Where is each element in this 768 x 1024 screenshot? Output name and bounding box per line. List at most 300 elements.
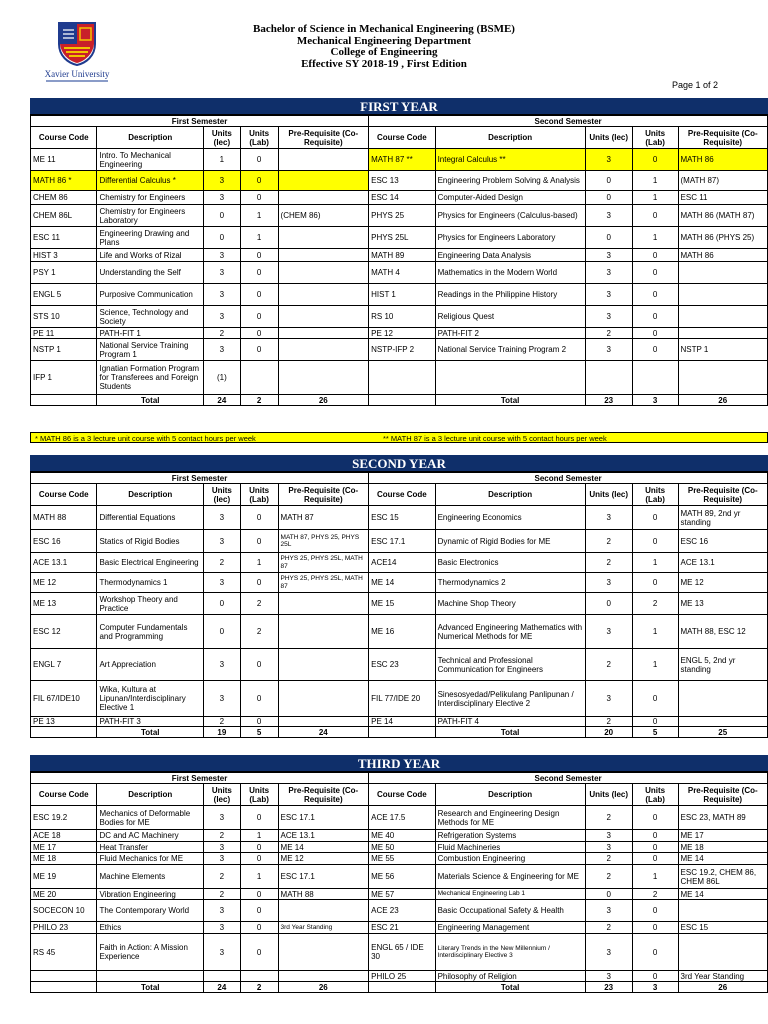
first-col-course-code: Course Code bbox=[31, 784, 97, 806]
second-sem-units-lab: 0 bbox=[632, 262, 678, 284]
university-logo bbox=[34, 22, 120, 90]
second-sem-units-lec: 3 bbox=[585, 306, 632, 328]
second-sem-units-lec: 2 bbox=[585, 922, 632, 934]
first-col-units-lec: Units (lec) bbox=[204, 484, 241, 506]
first-sem-prerequisite bbox=[278, 284, 369, 306]
first-sem-prerequisite bbox=[278, 306, 369, 328]
second-sem-course-description: Refrigeration Systems bbox=[435, 830, 585, 842]
first-col-prerequisite: Pre-Requisite (Co-Requisite) bbox=[278, 784, 369, 806]
first-sem-total-spacer bbox=[31, 727, 97, 738]
first-sem-course-code: SOCECON 10 bbox=[31, 900, 97, 922]
first-sem-units-lab: 0 bbox=[240, 191, 278, 205]
second-col-description: Description bbox=[435, 784, 585, 806]
first-sem-prerequisite: ESC 17.1 bbox=[278, 865, 369, 889]
first-sem-units-lab: 0 bbox=[240, 649, 278, 681]
first-sem-units-lab bbox=[240, 361, 278, 395]
first-sem-units-lab: 0 bbox=[240, 328, 278, 339]
college-title: College of Engineering bbox=[330, 46, 438, 58]
totals-row bbox=[31, 395, 768, 406]
second-col-course-code: Course Code bbox=[369, 784, 435, 806]
effectivity-title: Effective SY 2018-19 , First Edition bbox=[301, 57, 467, 70]
program-title: Bachelor of Science in Mechanical Engineering (BSME) bbox=[253, 23, 515, 35]
second-semester-label: Second Semester bbox=[369, 773, 768, 784]
course-row bbox=[31, 306, 768, 328]
second-sem-units-lec: 3 bbox=[585, 339, 632, 361]
second-sem-prerequisite: MATH 86 (PHYS 25) bbox=[678, 227, 767, 249]
second-col-units-lec: Units (lec) bbox=[585, 784, 632, 806]
document-title bbox=[170, 24, 598, 70]
first-col-description: Description bbox=[97, 784, 204, 806]
second-sem-course-code: NSTP-IFP 2 bbox=[369, 339, 435, 361]
first-sem-course-code: STS 10 bbox=[31, 306, 97, 328]
course-row bbox=[31, 615, 768, 649]
second-sem-course-code: ESC 23 bbox=[369, 649, 435, 681]
first-sem-prerequisite: (CHEM 86) bbox=[278, 205, 369, 227]
first-sem-course-description bbox=[97, 971, 204, 982]
second-sem-total-spacer bbox=[369, 727, 435, 738]
totals-row bbox=[31, 982, 768, 993]
first-semester-label: First Semester bbox=[31, 773, 369, 784]
course-row bbox=[31, 681, 768, 717]
second-sem-course-code: ACE 23 bbox=[369, 900, 435, 922]
first-sem-course-code: ENGL 5 bbox=[31, 284, 97, 306]
second-sem-total-lec: 23 bbox=[585, 982, 632, 993]
second-sem-units-lab: 0 bbox=[632, 506, 678, 530]
second-sem-units-lec: 3 bbox=[585, 681, 632, 717]
first-sem-prerequisite: ESC 17.1 bbox=[278, 806, 369, 830]
first-sem-units-lab: 2 bbox=[240, 615, 278, 649]
second-sem-total-spacer bbox=[369, 395, 435, 406]
first-sem-course-code: ACE 18 bbox=[31, 830, 97, 842]
first-sem-course-description: Mechanics of Deformable Bodies for ME bbox=[97, 806, 204, 830]
second-sem-course-code: ENGL 65 / IDE 30 bbox=[369, 934, 435, 971]
course-row bbox=[31, 262, 768, 284]
first-sem-units-lab: 0 bbox=[240, 249, 278, 262]
first-sem-prerequisite bbox=[278, 249, 369, 262]
first-sem-course-description: Heat Transfer bbox=[97, 842, 204, 853]
second-sem-total-label: Total bbox=[435, 395, 585, 406]
second-sem-units-lab: 1 bbox=[632, 649, 678, 681]
second-sem-total-label: Total bbox=[435, 982, 585, 993]
course-row bbox=[31, 339, 768, 361]
second-col-units-lab: Units (Lab) bbox=[632, 127, 678, 149]
first-sem-total-label: Total bbox=[97, 982, 204, 993]
first-sem-units-lec: 3 bbox=[204, 922, 241, 934]
second-sem-units-lec: 0 bbox=[585, 227, 632, 249]
first-semester-label: First Semester bbox=[31, 473, 369, 484]
second-sem-prerequisite: ENGL 5, 2nd yr standing bbox=[678, 649, 767, 681]
first-sem-course-code: CHEM 86 bbox=[31, 191, 97, 205]
second-sem-units-lec: 3 bbox=[585, 573, 632, 593]
second-sem-prerequisite: ESC 15 bbox=[678, 922, 767, 934]
course-row bbox=[31, 853, 768, 865]
first-sem-prerequisite bbox=[278, 171, 369, 191]
second-sem-course-code: ME 15 bbox=[369, 593, 435, 615]
first-sem-course-description: Basic Electrical Engineering bbox=[97, 553, 204, 573]
course-row bbox=[31, 649, 768, 681]
first-sem-course-description: PATH-FIT 1 bbox=[97, 328, 204, 339]
first-sem-course-description: Understanding the Self bbox=[97, 262, 204, 284]
first-sem-course-code: ME 11 bbox=[31, 149, 97, 171]
first-sem-total-lab: 5 bbox=[240, 727, 278, 738]
semester-header-row bbox=[31, 116, 768, 127]
second-sem-course-description: Fluid Machineries bbox=[435, 842, 585, 853]
course-row bbox=[31, 865, 768, 889]
second-sem-units-lab: 1 bbox=[632, 553, 678, 573]
first-sem-course-code bbox=[31, 971, 97, 982]
second-sem-units-lec: 0 bbox=[585, 171, 632, 191]
first-sem-units-lec: 2 bbox=[204, 865, 241, 889]
second-sem-course-code: ME 14 bbox=[369, 573, 435, 593]
first-sem-total-lec: 19 bbox=[204, 727, 241, 738]
second-sem-prerequisite bbox=[678, 306, 767, 328]
second-sem-units-lab: 2 bbox=[632, 889, 678, 900]
first-sem-course-code: ME 17 bbox=[31, 842, 97, 853]
second-sem-course-description: Readings in the Philippine History bbox=[435, 284, 585, 306]
second-sem-units-lab: 0 bbox=[632, 806, 678, 830]
second-sem-units-lab: 0 bbox=[632, 328, 678, 339]
first-sem-course-code: MATH 86 * bbox=[31, 171, 97, 191]
first-sem-units-lec: 0 bbox=[204, 615, 241, 649]
second-sem-units-lec: 3 bbox=[585, 249, 632, 262]
first-sem-prerequisite: MATH 88 bbox=[278, 889, 369, 900]
second-sem-course-description: Philosophy of Religion bbox=[435, 971, 585, 982]
second-sem-total-label: Total bbox=[435, 727, 585, 738]
second-sem-course-code: ME 50 bbox=[369, 842, 435, 853]
second-sem-prerequisite bbox=[678, 900, 767, 922]
first-sem-units-lec: 2 bbox=[204, 328, 241, 339]
second-sem-units-lab: 1 bbox=[632, 171, 678, 191]
first-col-units-lab: Units (Lab) bbox=[240, 784, 278, 806]
second-sem-units-lab: 0 bbox=[632, 284, 678, 306]
second-col-course-code: Course Code bbox=[369, 484, 435, 506]
first-semester-label: First Semester bbox=[31, 116, 369, 127]
first-sem-prerequisite bbox=[278, 227, 369, 249]
course-row bbox=[31, 149, 768, 171]
second-sem-course-description: Religious Quest bbox=[435, 306, 585, 328]
first-sem-course-code: ME 19 bbox=[31, 865, 97, 889]
second-sem-course-description: Research and Engineering Design Methods for ME bbox=[435, 806, 585, 830]
course-table-third-year bbox=[30, 772, 768, 993]
second-sem-units-lec: 3 bbox=[585, 900, 632, 922]
second-sem-course-description: PATH-FIT 2 bbox=[435, 328, 585, 339]
second-sem-units-lec bbox=[585, 361, 632, 395]
first-sem-prerequisite bbox=[278, 191, 369, 205]
second-col-description: Description bbox=[435, 127, 585, 149]
first-col-prerequisite: Pre-Requisite (Co-Requisite) bbox=[278, 127, 369, 149]
first-sem-course-description: Ethics bbox=[97, 922, 204, 934]
course-row bbox=[31, 900, 768, 922]
first-sem-course-code: PE 11 bbox=[31, 328, 97, 339]
first-sem-units-lec: 3 bbox=[204, 649, 241, 681]
second-col-units-lec: Units (lec) bbox=[585, 484, 632, 506]
second-sem-prerequisite bbox=[678, 681, 767, 717]
second-sem-units-lab: 0 bbox=[632, 149, 678, 171]
first-sem-prerequisite: PHYS 25, PHYS 25L, MATH 87 bbox=[278, 553, 369, 573]
first-sem-course-description: Thermodynamics 1 bbox=[97, 573, 204, 593]
second-sem-units-lab: 0 bbox=[632, 306, 678, 328]
first-sem-course-code: RS 45 bbox=[31, 934, 97, 971]
second-sem-course-description: Machine Shop Theory bbox=[435, 593, 585, 615]
second-sem-units-lec: 2 bbox=[585, 717, 632, 727]
first-sem-total-lab: 2 bbox=[240, 982, 278, 993]
second-sem-total-units: 25 bbox=[678, 727, 767, 738]
first-sem-total-label: Total bbox=[97, 727, 204, 738]
first-sem-units-lab: 0 bbox=[240, 262, 278, 284]
second-sem-prerequisite bbox=[678, 934, 767, 971]
course-row bbox=[31, 191, 768, 205]
first-sem-course-description: Science, Technology and Society bbox=[97, 306, 204, 328]
second-col-units-lab: Units (Lab) bbox=[632, 784, 678, 806]
second-sem-course-code: PHYS 25L bbox=[369, 227, 435, 249]
first-sem-course-description: The Contemporary World bbox=[97, 900, 204, 922]
first-sem-course-code: MATH 88 bbox=[31, 506, 97, 530]
first-sem-prerequisite bbox=[278, 328, 369, 339]
first-sem-course-description: Statics of Rigid Bodies bbox=[97, 530, 204, 553]
first-sem-units-lab: 0 bbox=[240, 934, 278, 971]
year-header-second-year: SECOND YEAR bbox=[30, 455, 768, 472]
second-sem-course-code: PE 12 bbox=[369, 328, 435, 339]
first-sem-course-description: National Service Training Program 1 bbox=[97, 339, 204, 361]
course-row bbox=[31, 171, 768, 191]
second-sem-units-lec: 3 bbox=[585, 149, 632, 171]
first-sem-prerequisite: ME 14 bbox=[278, 842, 369, 853]
first-sem-course-code: CHEM 86L bbox=[31, 205, 97, 227]
footnotes bbox=[30, 432, 768, 443]
column-header-row bbox=[31, 484, 768, 506]
second-sem-total-units: 26 bbox=[678, 982, 767, 993]
second-sem-prerequisite bbox=[678, 284, 767, 306]
first-sem-units-lab: 0 bbox=[240, 506, 278, 530]
first-sem-course-code: PSY 1 bbox=[31, 262, 97, 284]
second-sem-course-description: Dynamic of Rigid Bodies for ME bbox=[435, 530, 585, 553]
first-sem-prerequisite bbox=[278, 681, 369, 717]
first-sem-course-code: FIL 67/IDE10 bbox=[31, 681, 97, 717]
second-sem-total-lab: 3 bbox=[632, 395, 678, 406]
second-sem-total-lec: 20 bbox=[585, 727, 632, 738]
first-sem-units-lec: 3 bbox=[204, 249, 241, 262]
first-sem-course-description: Engineering Drawing and Plans bbox=[97, 227, 204, 249]
first-sem-units-lec: 0 bbox=[204, 593, 241, 615]
first-sem-units-lab: 0 bbox=[240, 853, 278, 865]
first-sem-units-lab: 0 bbox=[240, 306, 278, 328]
course-row bbox=[31, 922, 768, 934]
second-sem-prerequisite bbox=[678, 717, 767, 727]
second-sem-units-lab: 0 bbox=[632, 573, 678, 593]
first-sem-units-lab: 2 bbox=[240, 593, 278, 615]
first-sem-units-lab: 0 bbox=[240, 530, 278, 553]
first-sem-units-lab: 0 bbox=[240, 806, 278, 830]
first-sem-course-code: PE 13 bbox=[31, 717, 97, 727]
second-sem-units-lec: 2 bbox=[585, 806, 632, 830]
second-col-prerequisite: Pre-Requisite (Co-Requisite) bbox=[678, 484, 767, 506]
first-sem-units-lab: 1 bbox=[240, 865, 278, 889]
first-sem-course-code: ENGL 7 bbox=[31, 649, 97, 681]
first-sem-total-units: 24 bbox=[278, 727, 369, 738]
second-sem-total-lab: 3 bbox=[632, 982, 678, 993]
first-sem-units-lec: 2 bbox=[204, 889, 241, 900]
second-semester-label: Second Semester bbox=[369, 116, 768, 127]
second-sem-units-lec: 2 bbox=[585, 865, 632, 889]
first-sem-course-code: ME 20 bbox=[31, 889, 97, 900]
second-sem-units-lab: 0 bbox=[632, 922, 678, 934]
first-sem-course-description: Differential Equations bbox=[97, 506, 204, 530]
second-sem-units-lec: 2 bbox=[585, 649, 632, 681]
second-sem-course-description: PATH-FIT 4 bbox=[435, 717, 585, 727]
first-col-description: Description bbox=[97, 484, 204, 506]
first-sem-course-code: ESC 11 bbox=[31, 227, 97, 249]
course-row bbox=[31, 530, 768, 553]
first-sem-units-lec: 1 bbox=[204, 149, 241, 171]
second-sem-course-description: National Service Training Program 2 bbox=[435, 339, 585, 361]
year-header-third-year: THIRD YEAR bbox=[30, 755, 768, 772]
second-sem-course-code: ESC 15 bbox=[369, 506, 435, 530]
first-sem-course-code: NSTP 1 bbox=[31, 339, 97, 361]
second-sem-units-lab: 0 bbox=[632, 717, 678, 727]
first-sem-course-code: ME 18 bbox=[31, 853, 97, 865]
second-sem-units-lec: 0 bbox=[585, 191, 632, 205]
first-sem-units-lab: 0 bbox=[240, 842, 278, 853]
second-sem-units-lec: 0 bbox=[585, 593, 632, 615]
first-col-description: Description bbox=[97, 127, 204, 149]
first-sem-units-lec: 2 bbox=[204, 830, 241, 842]
first-sem-prerequisite: MATH 87, PHYS 25, PHYS 25L bbox=[278, 530, 369, 553]
second-sem-course-code bbox=[369, 361, 435, 395]
first-col-prerequisite: Pre-Requisite (Co-Requisite) bbox=[278, 484, 369, 506]
second-sem-course-description: Basic Electronics bbox=[435, 553, 585, 573]
course-row bbox=[31, 249, 768, 262]
course-row bbox=[31, 361, 768, 395]
second-sem-course-description: Engineering Problem Solving & Analysis bbox=[435, 171, 585, 191]
first-col-units-lab: Units (Lab) bbox=[240, 484, 278, 506]
first-sem-units-lab: 0 bbox=[240, 922, 278, 934]
course-row bbox=[31, 889, 768, 900]
second-sem-prerequisite: MATH 88, ESC 12 bbox=[678, 615, 767, 649]
first-sem-prerequisite bbox=[278, 593, 369, 615]
second-sem-course-description: Engineering Management bbox=[435, 922, 585, 934]
first-sem-units-lab: 0 bbox=[240, 900, 278, 922]
second-sem-total-lec: 23 bbox=[585, 395, 632, 406]
first-sem-units-lec: 3 bbox=[204, 900, 241, 922]
first-sem-units-lec: 3 bbox=[204, 284, 241, 306]
second-sem-course-code: PE 14 bbox=[369, 717, 435, 727]
second-sem-prerequisite: ESC 11 bbox=[678, 191, 767, 205]
second-sem-units-lec: 3 bbox=[585, 971, 632, 982]
first-sem-prerequisite bbox=[278, 262, 369, 284]
second-sem-course-description: Materials Science & Engineering for ME bbox=[435, 865, 585, 889]
first-sem-units-lec: 3 bbox=[204, 806, 241, 830]
second-sem-units-lab: 2 bbox=[632, 593, 678, 615]
second-sem-units-lec: 3 bbox=[585, 284, 632, 306]
first-sem-course-description: Art Appreciation bbox=[97, 649, 204, 681]
first-sem-prerequisite bbox=[278, 717, 369, 727]
first-sem-units-lab: 0 bbox=[240, 717, 278, 727]
second-sem-units-lec: 0 bbox=[585, 889, 632, 900]
first-sem-course-description: Life and Works of Rizal bbox=[97, 249, 204, 262]
second-sem-course-description: Computer-Aided Design bbox=[435, 191, 585, 205]
second-sem-units-lec: 2 bbox=[585, 530, 632, 553]
second-sem-course-description: Physics for Engineers Laboratory bbox=[435, 227, 585, 249]
second-sem-prerequisite: ESC 16 bbox=[678, 530, 767, 553]
first-sem-course-description: Computer Fundamentals and Programming bbox=[97, 615, 204, 649]
first-col-units-lec: Units (lec) bbox=[204, 784, 241, 806]
second-sem-units-lec: 3 bbox=[585, 934, 632, 971]
first-sem-prerequisite bbox=[278, 971, 369, 982]
second-col-description: Description bbox=[435, 484, 585, 506]
course-row bbox=[31, 205, 768, 227]
second-sem-units-lab: 0 bbox=[632, 205, 678, 227]
first-sem-prerequisite: MATH 87 bbox=[278, 506, 369, 530]
course-table-second-year bbox=[30, 472, 768, 738]
page-number: Page 1 of 2 bbox=[671, 80, 718, 90]
totals-row bbox=[31, 727, 768, 738]
second-sem-units-lab: 0 bbox=[632, 681, 678, 717]
course-row bbox=[31, 842, 768, 853]
course-row bbox=[31, 830, 768, 842]
second-sem-course-code: ESC 14 bbox=[369, 191, 435, 205]
first-sem-units-lec: 3 bbox=[204, 934, 241, 971]
second-sem-total-units: 26 bbox=[678, 395, 767, 406]
first-sem-prerequisite: ACE 13.1 bbox=[278, 830, 369, 842]
column-header-row bbox=[31, 784, 768, 806]
second-sem-course-code: ESC 17.1 bbox=[369, 530, 435, 553]
second-sem-units-lab: 1 bbox=[632, 865, 678, 889]
second-sem-course-code: ME 55 bbox=[369, 853, 435, 865]
first-sem-course-code: PHILO 23 bbox=[31, 922, 97, 934]
second-sem-units-lab: 0 bbox=[632, 971, 678, 982]
first-sem-course-description: Machine Elements bbox=[97, 865, 204, 889]
second-sem-course-description: Basic Occupational Safety & Health bbox=[435, 900, 585, 922]
first-col-course-code: Course Code bbox=[31, 484, 97, 506]
course-row bbox=[31, 717, 768, 727]
first-sem-course-code: ESC 19.2 bbox=[31, 806, 97, 830]
first-sem-units-lec: 3 bbox=[204, 573, 241, 593]
second-sem-course-code: PHYS 25 bbox=[369, 205, 435, 227]
second-sem-prerequisite: ME 17 bbox=[678, 830, 767, 842]
first-sem-course-description: Faith in Action: A Mission Experience bbox=[97, 934, 204, 971]
first-sem-units-lec: 0 bbox=[204, 227, 241, 249]
first-sem-units-lab: 0 bbox=[240, 573, 278, 593]
second-sem-prerequisite: ME 14 bbox=[678, 853, 767, 865]
first-sem-units-lec: 3 bbox=[204, 681, 241, 717]
first-sem-units-lec: 3 bbox=[204, 842, 241, 853]
second-sem-prerequisite bbox=[678, 262, 767, 284]
second-sem-course-description: Sinesosyedad/Pelikulang Panlipunan / Interdisciplinary Elective 2 bbox=[435, 681, 585, 717]
course-row bbox=[31, 806, 768, 830]
first-sem-units-lab: 0 bbox=[240, 681, 278, 717]
second-sem-units-lab: 1 bbox=[632, 615, 678, 649]
second-sem-prerequisite: ESC 23, MATH 89 bbox=[678, 806, 767, 830]
second-sem-units-lab: 0 bbox=[632, 339, 678, 361]
second-sem-units-lec: 3 bbox=[585, 830, 632, 842]
second-sem-course-description: Engineering Economics bbox=[435, 506, 585, 530]
second-sem-prerequisite: ME 18 bbox=[678, 842, 767, 853]
first-sem-course-description: Vibration Engineering bbox=[97, 889, 204, 900]
first-sem-units-lec: 3 bbox=[204, 506, 241, 530]
course-row bbox=[31, 227, 768, 249]
first-sem-course-code: ACE 13.1 bbox=[31, 553, 97, 573]
course-row bbox=[31, 934, 768, 971]
first-sem-units-lab: 0 bbox=[240, 889, 278, 900]
first-sem-course-code: ME 13 bbox=[31, 593, 97, 615]
first-sem-course-code: ESC 16 bbox=[31, 530, 97, 553]
second-sem-units-lab: 1 bbox=[632, 227, 678, 249]
second-sem-course-code: MATH 89 bbox=[369, 249, 435, 262]
course-row bbox=[31, 593, 768, 615]
second-sem-units-lec: 3 bbox=[585, 842, 632, 853]
course-row bbox=[31, 553, 768, 573]
second-sem-course-description: Combustion Engineering bbox=[435, 853, 585, 865]
